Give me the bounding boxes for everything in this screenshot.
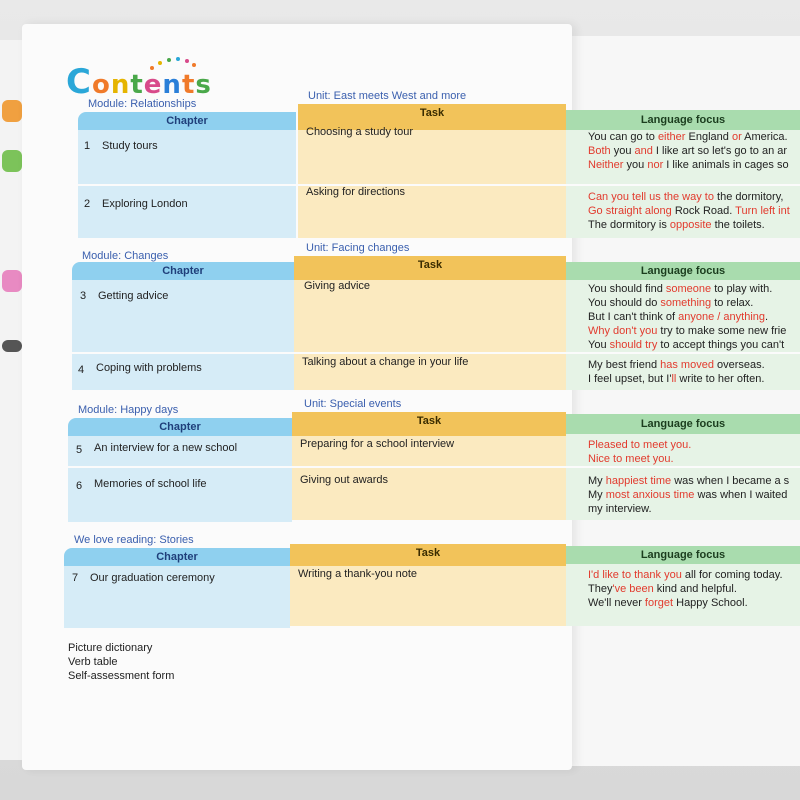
footer-item-picture-dictionary: Picture dictionary	[68, 642, 153, 654]
module-label: Module: Happy days	[78, 404, 179, 416]
language-focus-line: Can you tell us the way to the dormitory,	[588, 191, 784, 203]
title-n2: n	[162, 70, 182, 100]
task-text: Giving advice	[304, 280, 371, 292]
title-t: t	[130, 70, 144, 100]
row-divider	[68, 466, 800, 468]
row-divider	[72, 352, 800, 354]
language-focus-line: You should try to accept things you can't	[588, 339, 785, 351]
language-focus-line: Nice to meet you.	[588, 453, 674, 465]
title-t2: t	[181, 70, 196, 100]
title-e: e	[143, 70, 163, 100]
chapter-header: Chapter	[68, 418, 292, 436]
chapter-title: Study tours	[102, 140, 158, 152]
sticker-icon	[2, 270, 22, 292]
chapter-title: Exploring London	[102, 198, 188, 210]
language-focus-line: my interview.	[588, 503, 652, 515]
footer-item-verb-table: Verb table	[68, 656, 118, 668]
row-divider	[78, 184, 800, 186]
chapter-number: 2	[84, 198, 91, 210]
chapter-title: Our graduation ceremony	[90, 572, 215, 584]
language-focus-header: Language focus	[566, 262, 800, 280]
chapter-header: Chapter	[64, 548, 290, 566]
unit-label: Unit: Special events	[304, 398, 402, 410]
sticker-icon	[2, 100, 22, 122]
task-text: Talking about a change in your life	[302, 356, 469, 368]
reading-label: We love reading: Stories	[74, 534, 194, 546]
language-focus-line: I feel upset, but I'll write to her often.	[588, 373, 765, 385]
chapter-number: 7	[72, 572, 79, 584]
language-focus-line: I'd like to thank you all for coming today.	[588, 569, 783, 581]
language-focus-header: Language focus	[566, 546, 800, 564]
title-o: o	[91, 70, 111, 100]
chapter-title: Getting advice	[98, 290, 169, 302]
language-focus-line: My happiest time was when I became a s	[588, 475, 790, 487]
language-focus-line: We'll never forget Happy School.	[588, 597, 748, 609]
unit-label: Unit: East meets West and more	[308, 90, 467, 102]
chapter-number: 5	[76, 444, 83, 456]
chapter-header: Chapter	[78, 112, 296, 130]
task-header: Task	[298, 104, 566, 130]
module-label: Module: Changes	[82, 250, 169, 262]
language-focus-line: My best friend has moved overseas.	[588, 359, 765, 371]
task-text: Writing a thank-you note	[298, 568, 418, 580]
task-text: Preparing for a school interview	[300, 438, 455, 450]
sticker-icon	[2, 150, 22, 172]
language-focus-header: Language focus	[566, 414, 800, 434]
unit-label: Unit: Facing changes	[306, 242, 410, 254]
language-focus-line: The dormitory is opposite the toilets.	[588, 219, 765, 231]
title-initial: C	[66, 62, 92, 102]
chapter-number: 6	[76, 480, 83, 492]
task-header: Task	[294, 256, 566, 280]
language-focus-line: You can go to either England or America.	[588, 131, 788, 143]
sticker-icon	[2, 340, 22, 352]
title-dots-icon	[148, 54, 198, 74]
language-focus-header: Language focus	[566, 110, 800, 130]
title-n: n	[110, 70, 131, 100]
chapter-title: Coping with problems	[96, 362, 202, 374]
chapter-number: 4	[78, 364, 85, 376]
module-label: Module: Relationships	[88, 98, 197, 110]
task-text: Giving out awards	[300, 474, 389, 486]
task-header: Task	[290, 544, 566, 566]
task-text: Choosing a study tour	[306, 126, 414, 138]
language-focus-line: Pleased to meet you.	[588, 439, 692, 451]
chapter-number: 3	[80, 290, 87, 302]
language-focus-line: Both you and I like art so let's go to an ar	[588, 145, 788, 157]
language-focus-line: They've been kind and helpful.	[588, 583, 737, 595]
task-text: Asking for directions	[306, 186, 406, 198]
language-focus-line: You should find someone to play with.	[588, 283, 773, 295]
language-focus-line: You should do something to relax.	[588, 297, 754, 309]
chapter-title: Memories of school life	[94, 478, 207, 490]
language-focus-line: Go straight along Rock Road. Turn left int	[588, 205, 790, 217]
task-header: Task	[292, 412, 566, 436]
chapter-number: 1	[84, 140, 91, 152]
language-focus-line: My most anxious time was when I waited	[588, 489, 788, 501]
footer-item-self-assessment: Self-assessment form	[68, 670, 175, 682]
task-cell	[294, 280, 566, 390]
title-s: s	[195, 70, 212, 100]
chapter-title: An interview for a new school	[94, 442, 238, 454]
language-focus-line: Why don't you try to make some new frie	[588, 325, 787, 337]
chapter-header: Chapter	[72, 262, 294, 280]
language-focus-line: But I can't think of anyone / anything.	[588, 311, 769, 323]
language-focus-line: Neither you nor I like animals in cages so	[588, 159, 789, 171]
